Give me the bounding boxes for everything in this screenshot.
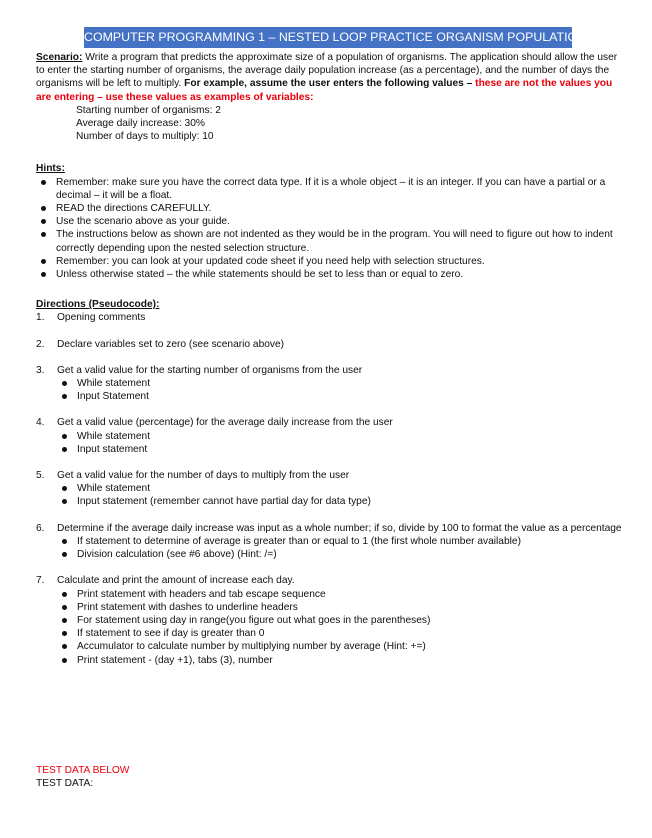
directions-list	[36, 311, 626, 666]
hint-item: Remember: you can look at your updated code sheet if you need help with selection structures.	[36, 255, 626, 268]
page-title: COMPUTER PROGRAMMING 1 – NESTED LOOP PRACTICE ORGANISM POPULATION	[84, 27, 572, 48]
sub-item: If statement to determine of average is greater than or equal to 1 (the first whole number available)	[57, 535, 626, 548]
scenario-warning-text: these are not the values you are entering – use these values as examples of variables:	[36, 78, 613, 103]
example-value: Average daily increase: 30%	[76, 118, 205, 130]
scenario-example-text: For example, assume the user enters the following values –	[184, 78, 476, 90]
example-value: Starting number of organisms: 2	[76, 104, 221, 116]
step-sublist	[57, 482, 626, 508]
test-data-section	[36, 764, 129, 790]
sub-item: Input statement (remember cannot have partial day for data type)	[57, 495, 626, 508]
sub-item: Print statement with headers and tab escape sequence	[57, 588, 626, 601]
step-text: Determine if the average daily increase was input as a whole number; if so, divide by 100 to format the value as a percentage	[57, 522, 622, 534]
scenario-text: Write a program that predicts the approximate size of a population of organisms. The application should allow the user to enter the starting number of organisms, the average daily population increase (as a percentage), and the number of days the organisms will be left to multiply.	[36, 52, 618, 90]
example-value: Number of days to multiply: 10	[76, 131, 214, 143]
step-number: 1.	[36, 312, 45, 324]
direction-step	[36, 469, 626, 509]
direction-step	[36, 574, 626, 666]
direction-step	[36, 522, 626, 562]
step-sublist	[57, 430, 626, 456]
hint-item: Remember: make sure you have the correct data type. If it is a whole object – it is an integer. If you can have a partial or a decimal – it will be a float.	[36, 176, 626, 202]
sub-item: While statement	[57, 482, 626, 495]
sub-item: While statement	[57, 377, 626, 390]
sub-item: Print statement - (day +1), tabs (3), number	[57, 654, 626, 667]
step-number: 4.	[36, 417, 45, 429]
direction-step	[36, 311, 626, 324]
step-number: 3.	[36, 364, 45, 376]
document-body	[36, 51, 626, 667]
step-text: Get a valid value for the number of days to multiply from the user	[57, 470, 350, 482]
sub-item: While statement	[57, 430, 626, 443]
sub-item: Print statement with dashes to underline headers	[57, 601, 626, 614]
sub-item: If statement to see if day is greater than 0	[57, 627, 626, 640]
direction-step	[36, 364, 626, 404]
hints-list	[36, 176, 626, 282]
sub-item: For statement using day in range(you figure out what goes in the parentheses)	[57, 614, 626, 627]
step-sublist	[57, 377, 626, 403]
step-text: Declare variables set to zero (see scenario above)	[57, 338, 285, 350]
sub-item: Division calculation (see #6 above) (Hint: /=)	[57, 548, 626, 561]
sub-item: Accumulator to calculate number by multiplying number by average (Hint: +=)	[57, 640, 626, 653]
step-text: Calculate and print the amount of increase each day.	[57, 575, 295, 587]
direction-step	[36, 338, 626, 351]
step-sublist	[57, 535, 626, 561]
hint-item: The instructions below as shown are not indented as they would be in the program. You will need to figure out how to indent correctly depending upon the nested selection structure.	[36, 228, 626, 254]
step-number: 2.	[36, 338, 45, 350]
sub-item: Input statement	[57, 443, 626, 456]
scenario-paragraph	[36, 51, 626, 104]
step-text: Get a valid value for the starting number of organisms from the user	[57, 364, 363, 376]
hint-item: READ the directions CAREFULLY.	[36, 202, 626, 215]
test-data-label: TEST DATA:	[36, 778, 94, 790]
hint-item: Use the scenario above as your guide.	[36, 215, 626, 228]
step-text: Opening comments	[57, 312, 146, 324]
hint-item: Unless otherwise stated – the while statements should be set to less than or equal to zero.	[36, 268, 626, 281]
direction-step	[36, 416, 626, 456]
step-number: 6.	[36, 522, 45, 534]
step-number: 7.	[36, 575, 45, 587]
scenario-label: Scenario:	[36, 52, 83, 63]
sub-item: Input Statement	[57, 390, 626, 403]
step-sublist	[57, 588, 626, 667]
test-data-below-label: TEST DATA BELOW	[36, 765, 130, 776]
hints-heading: Hints:	[36, 163, 65, 175]
directions-heading: Directions (Pseudocode):	[36, 299, 160, 311]
step-text: Get a valid value (percentage) for the average daily increase from the user	[57, 417, 393, 429]
step-number: 5.	[36, 470, 45, 482]
